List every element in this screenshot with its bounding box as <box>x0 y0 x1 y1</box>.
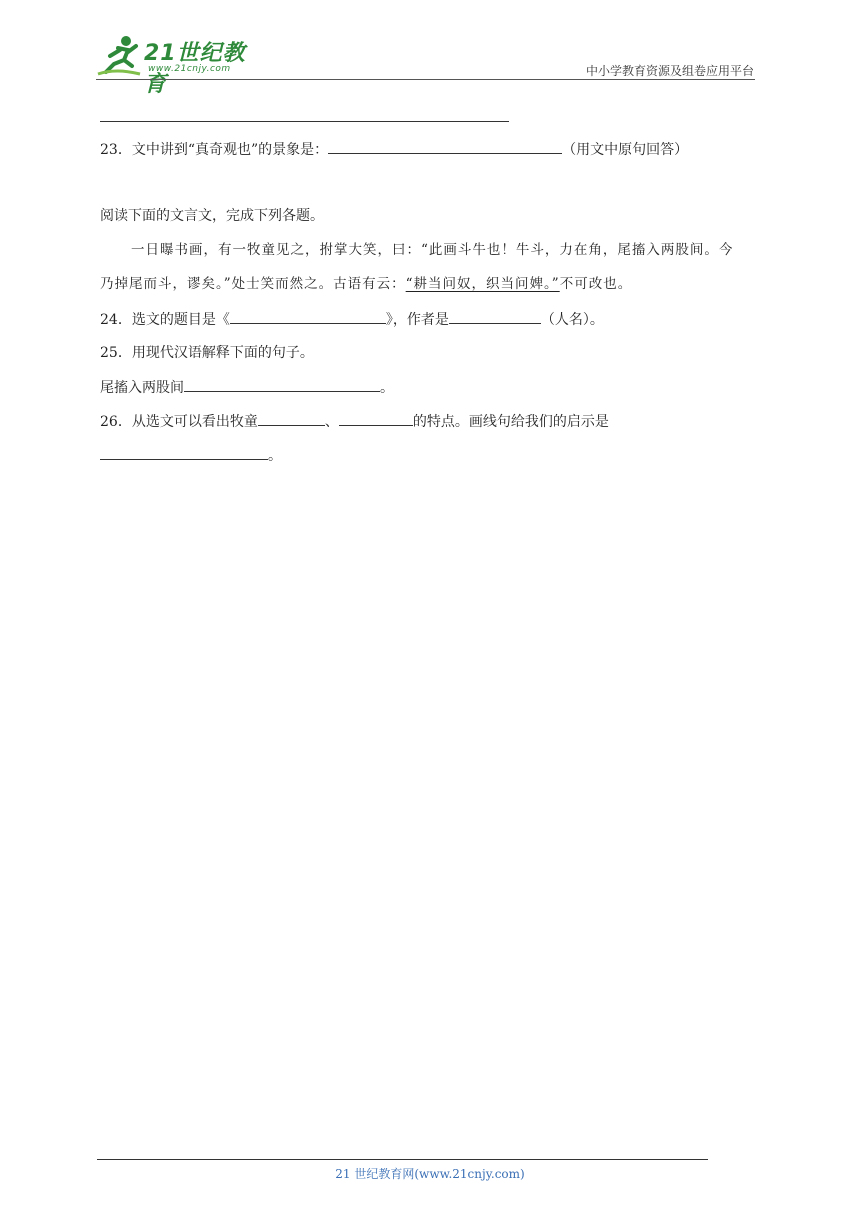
q26-end: 。 <box>268 448 282 464</box>
passage-line-2-start: 乃掉尾而斗，谬矣。”处士笑而然之。古语有云： <box>100 276 406 292</box>
question-23 <box>100 140 688 159</box>
q23-text: 23．文中讲到“真奇观也”的景象是： <box>100 142 329 158</box>
answer-line[interactable] <box>100 109 509 122</box>
passage-line-2-end: 不可改也。 <box>559 276 633 292</box>
q25-end: 。 <box>380 380 394 396</box>
q26-blank-1[interactable] <box>258 412 325 426</box>
q26-blank-3[interactable] <box>100 446 268 460</box>
q26-text: 26．从选文可以看出牧童 <box>100 414 258 430</box>
q26-sep: 、 <box>324 414 339 430</box>
header-divider <box>96 79 755 80</box>
q25-sentence: 尾搐入两股间 <box>100 380 184 396</box>
passage-line-1: 一日曝书画，有一牧童见之，拊掌大笑，曰：“此画斗牛也！牛斗，力在角，尾搐入两股间。今 <box>131 242 734 258</box>
reading-intro: 阅读下面的文言文，完成下列各题。 <box>100 208 324 224</box>
underlined-sentence: “耕当问奴，织当问婢。” <box>405 276 560 292</box>
platform-name: 中小学教育资源及组卷应用平台 <box>585 64 754 78</box>
logo-text: 21世纪教育 <box>144 41 246 97</box>
q26-blank-2[interactable] <box>339 412 413 426</box>
logo-url: www.21cnjy.com <box>148 64 231 74</box>
runner-icon <box>96 34 144 78</box>
question-25-sentence <box>100 378 394 397</box>
q24-author-blank[interactable] <box>449 310 541 324</box>
q26-middle: 的特点。画线句给我们的启示是 <box>412 414 609 430</box>
question-26 <box>100 412 609 431</box>
site-logo <box>96 34 266 97</box>
passage-line-2 <box>100 275 632 293</box>
q24-text: 24．选文的题目是《 <box>100 312 230 328</box>
footer-divider <box>97 1159 708 1160</box>
q23-answer-blank[interactable] <box>328 140 562 154</box>
q25-answer-blank[interactable] <box>184 378 380 392</box>
q24-middle: 》，作者是 <box>385 312 449 328</box>
q24-title-blank[interactable] <box>230 310 386 324</box>
footer-link[interactable]: 21 世纪教育网(www.21cnjy.com) <box>335 1167 525 1181</box>
q23-suffix: （用文中原句回答） <box>562 142 689 158</box>
question-25: 25．用现代汉语解释下面的句子。 <box>100 345 314 361</box>
q24-suffix: （人名）。 <box>540 312 604 328</box>
question-24 <box>100 310 604 329</box>
question-26-answer <box>100 446 282 465</box>
